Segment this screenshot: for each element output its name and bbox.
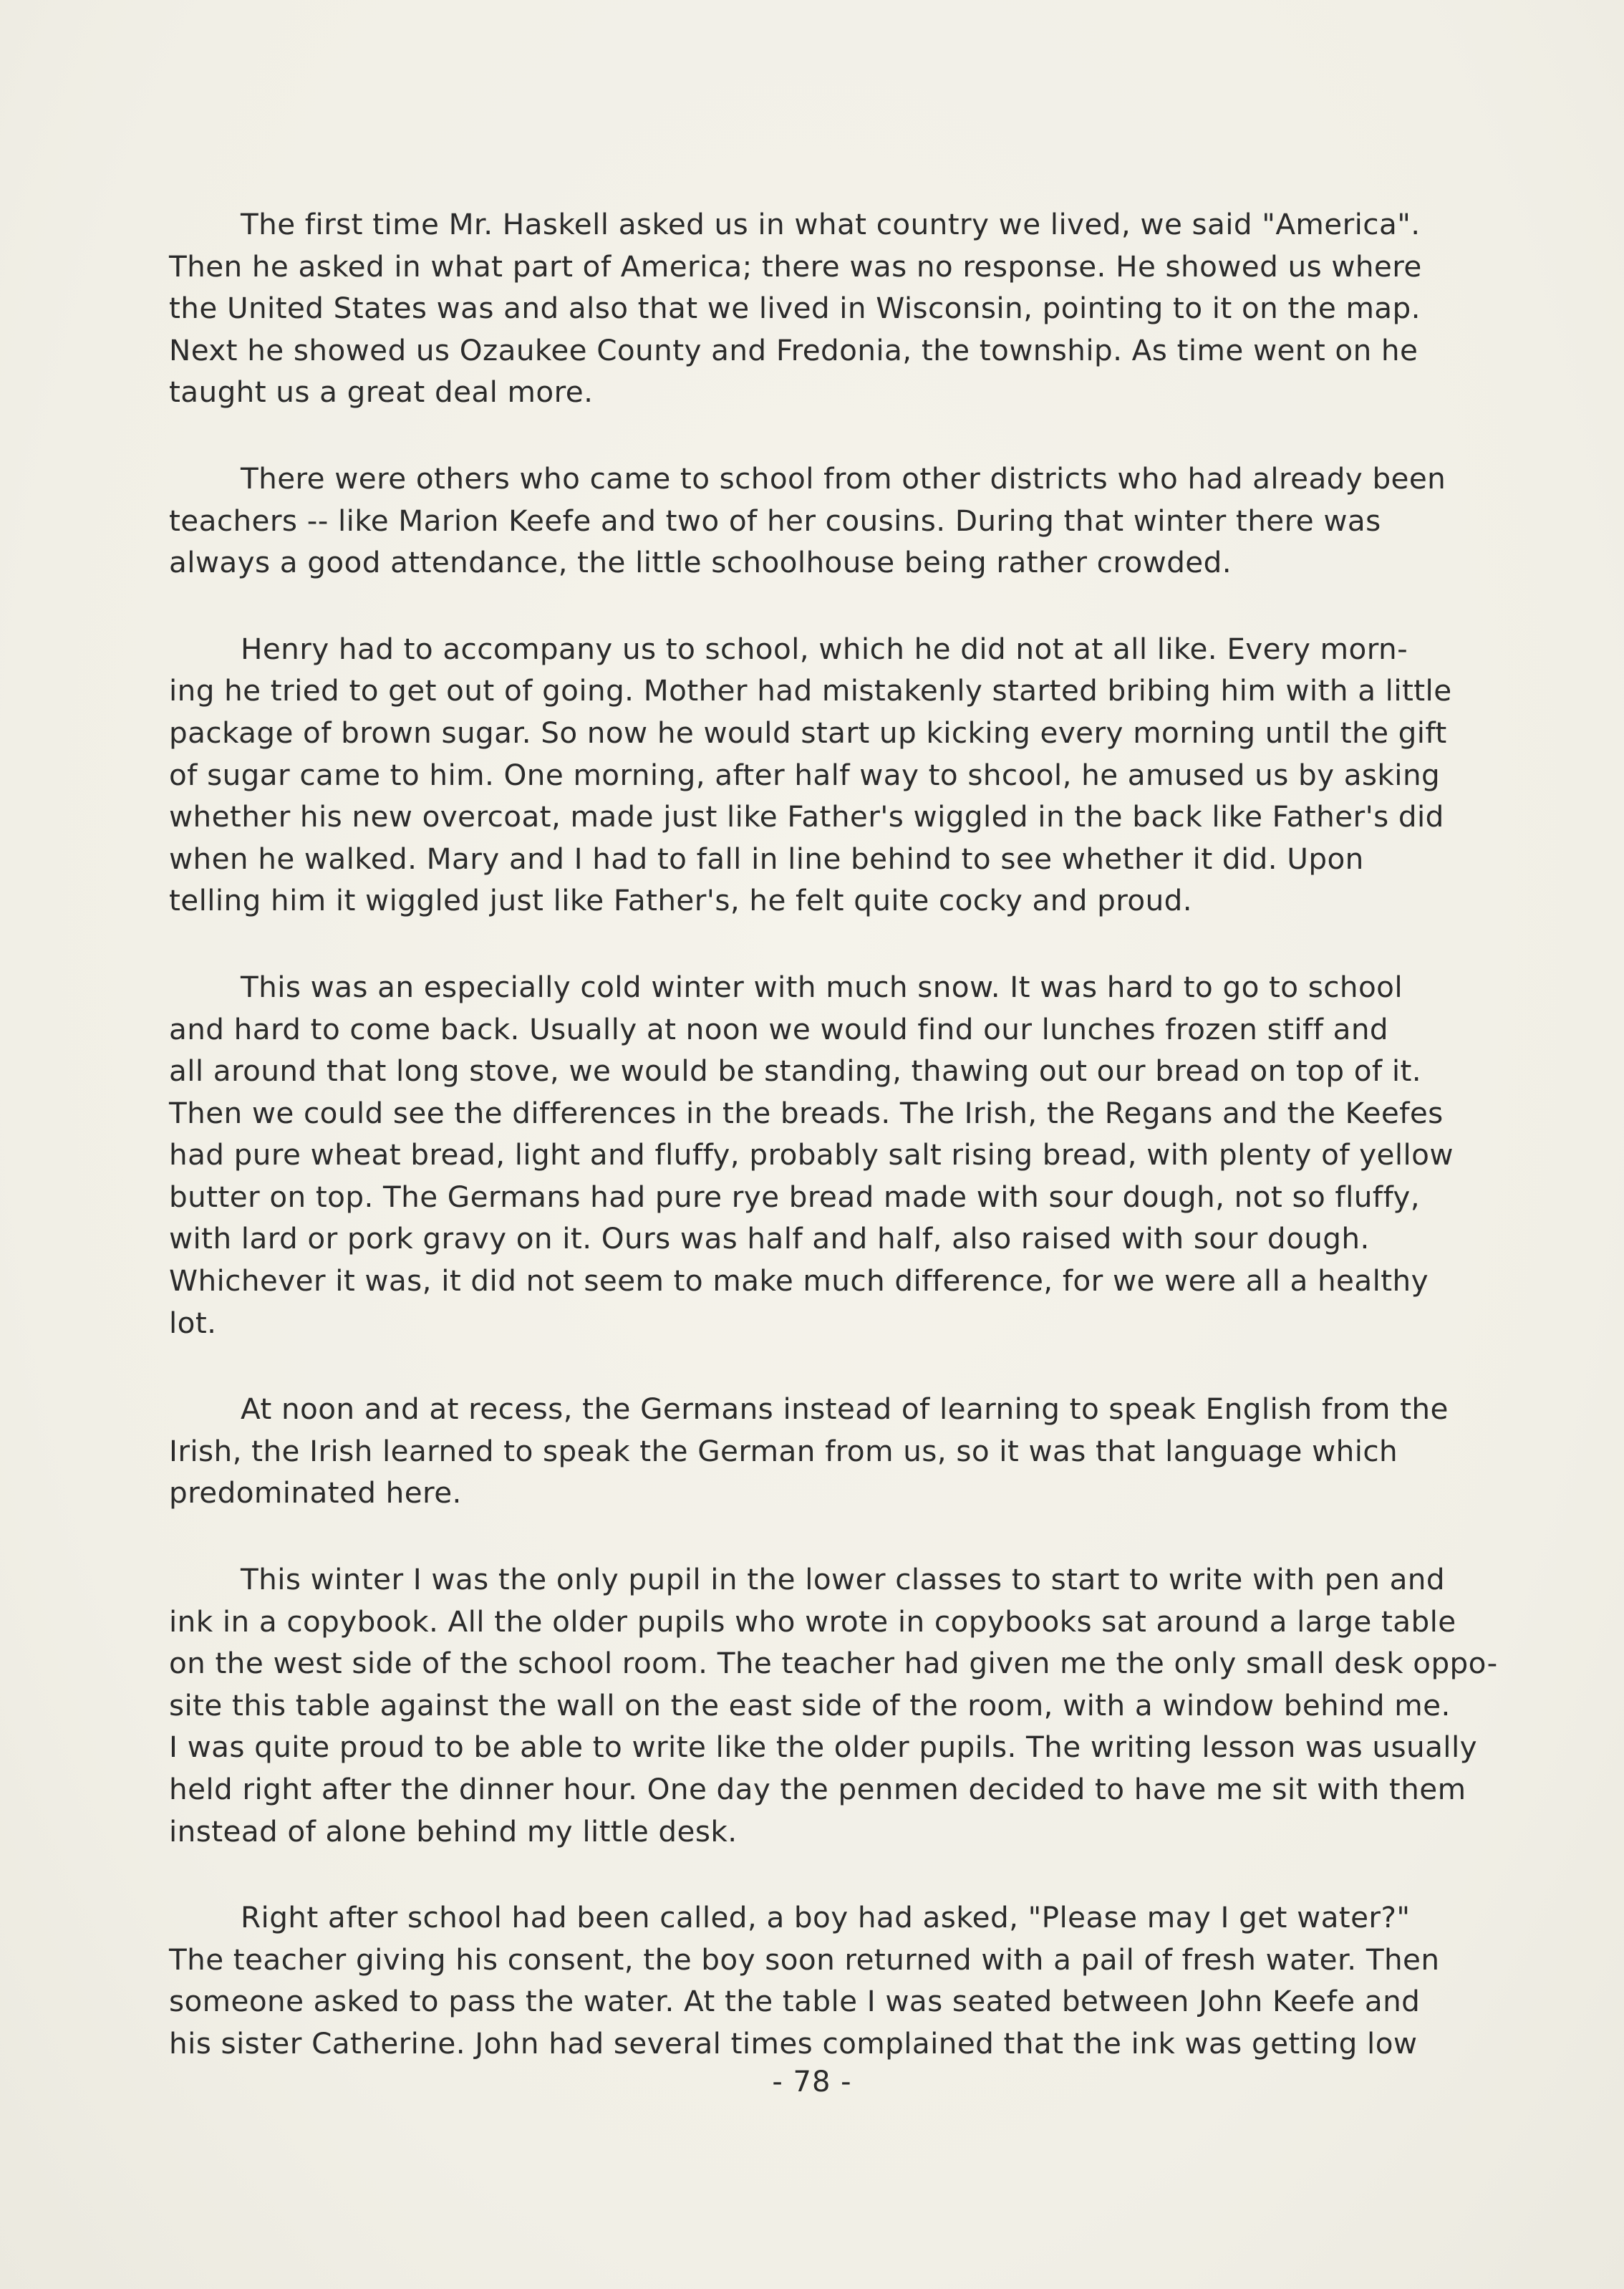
text-line: Irish, the Irish learned to speak the German from us, so it was that language which	[169, 1433, 1398, 1468]
text-line: with lard or pork gravy on it. Ours was half and half, also raised with sour dough.	[169, 1221, 1370, 1256]
text-line: lot.	[169, 1305, 217, 1340]
text-line: predominated here.	[169, 1475, 462, 1510]
text-line: on the west side of the school room. The teacher had given me the only small desk oppo-	[169, 1646, 1498, 1681]
body-text	[169, 203, 1587, 2109]
text-line: of sugar came to him. One morning, after half way to shcool, he amused us by asking	[169, 757, 1441, 792]
text-line: The teacher giving his consent, the boy soon returned with a pail of fresh water. Then	[169, 1942, 1440, 1977]
paragraph	[169, 1388, 1587, 1514]
text-line: all around that long stove, we would be standing, thawing out our bread on top of it.	[169, 1054, 1422, 1089]
paragraph	[169, 966, 1587, 1344]
text-line: his sister Catherine. John had several times complained that the ink was getting low	[169, 2025, 1418, 2061]
text-line: butter on top. The Germans had pure rye bread made with sour dough, not so fluffy,	[169, 1179, 1421, 1214]
paragraph	[169, 458, 1587, 584]
text-line: Right after school had been called, a boy had asked, "Please may I get water?"	[241, 1900, 1411, 1935]
text-line: always a good attendance, the little schoolhouse being rather crowded.	[169, 545, 1232, 580]
text-line: someone asked to pass the water. At the table I was seated between John Keefe and	[169, 1984, 1421, 2019]
text-line: Whichever it was, it did not seem to make much difference, for we were all a healthy	[169, 1263, 1429, 1298]
text-line: This winter I was the only pupil in the lower classes to start to write with pen and	[241, 1562, 1445, 1597]
paragraph	[169, 203, 1587, 413]
text-line: held right after the dinner hour. One day the penmen decided to have me sit with them	[169, 1772, 1466, 1806]
text-line: when he walked. Mary and I had to fall in line behind to see whether it did. Upon	[169, 841, 1364, 876]
text-line: This was an especially cold winter with much snow. It was hard to go to school	[241, 969, 1403, 1004]
text-line: package of brown sugar. So now he would start up kicking every morning until the gift	[169, 715, 1447, 750]
text-line: Next he showed us Ozaukee County and Fredonia, the township. As time went on he	[169, 332, 1418, 367]
text-line: The first time Mr. Haskell asked us in what country we lived, we said "America".	[241, 207, 1421, 241]
text-line: Henry had to accompany us to school, which he did not at all like. Every morn-	[241, 631, 1408, 666]
text-line: instead of alone behind my little desk.	[169, 1813, 738, 1849]
text-line: I was quite proud to be able to write like the older pupils. The writing lesson was usually	[169, 1730, 1477, 1765]
text-line: Then we could see the differences in the breads. The Irish, the Regans and the Keefes	[169, 1095, 1444, 1130]
text-line: whether his new overcoat, made just like Father's wiggled in the back like Father's did	[169, 799, 1444, 834]
text-line: and hard to come back. Usually at noon we would find our lunches frozen stiff and	[169, 1011, 1389, 1046]
paragraph	[169, 628, 1587, 922]
text-line: had pure wheat bread, light and fluffy, probably salt rising bread, with plenty of yellow	[169, 1137, 1454, 1172]
page-number: - 78 -	[772, 2066, 852, 2098]
text-line: the United States was and also that we lived in Wisconsin, pointing to it on the map.	[169, 291, 1421, 326]
text-line: Then he asked in what part of America; there was no response. He showed us where	[169, 249, 1422, 284]
text-line: ink in a copybook. All the older pupils who wrote in copybooks sat around a large table	[169, 1604, 1456, 1639]
text-line: telling him it wiggled just like Father's, he felt quite cocky and proud.	[169, 883, 1193, 918]
text-line: taught us a great deal more.	[169, 375, 594, 410]
text-line: There were others who came to school from other districts who had already been	[241, 461, 1446, 496]
text-line: At noon and at recess, the Germans instead of learning to speak English from the	[241, 1392, 1449, 1427]
text-line: site this table against the wall on the east side of the room, with a window behind me.	[169, 1687, 1451, 1722]
paragraph	[169, 1897, 1587, 2064]
paragraph	[169, 1558, 1587, 1852]
text-line: teachers -- like Marion Keefe and two of her cousins. During that winter there was	[169, 503, 1381, 538]
text-line: ing he tried to get out of going. Mother had mistakenly started bribing him with a little	[169, 673, 1452, 708]
